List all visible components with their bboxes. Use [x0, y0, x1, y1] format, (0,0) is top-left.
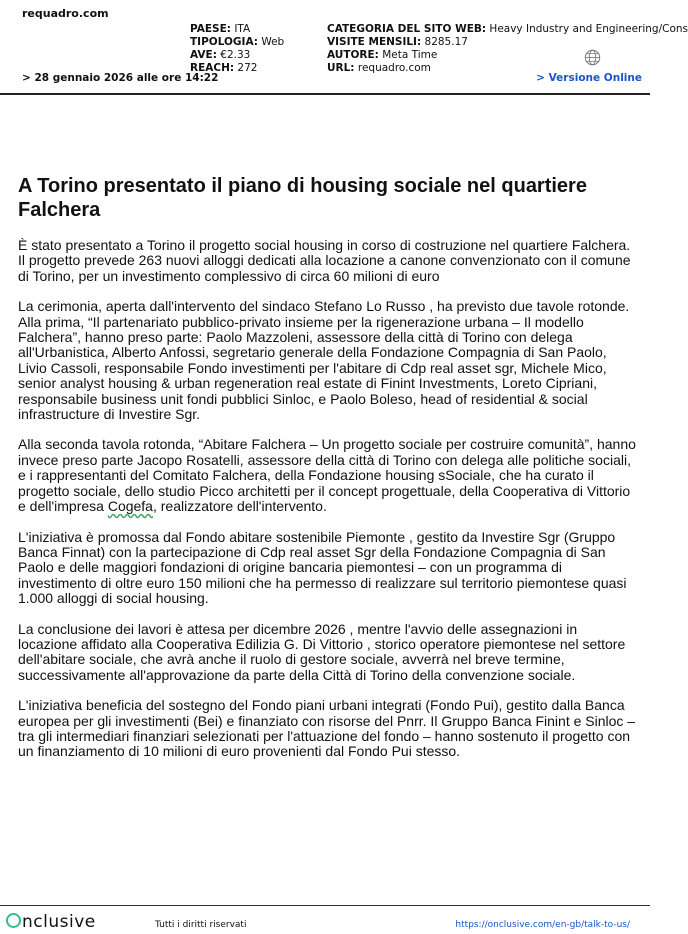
footer-divider [0, 905, 650, 906]
meta-visite: VISITE MENSILI: 8285.17 [327, 36, 468, 48]
paragraph-2: La cerimonia, aperta dall'intervento del sindaco Stefano Lo Russo , ha previsto due tavole rotonde. Alla prima, “Il partenariato pubblico-privato insieme per la rigenerazione urbana – Il modello Falchera”, hanno preso parte: Paolo Mazzoleni, assessore della città di Torino con delega all'Urbanistica, Alberto Anfossi, segretario generale della Fondazione Compagnia di San Paolo, Livio Cassoli, responsabile Fondo investimenti per l'abitare di Cdp real asset sgr, Michele Mico, senior analyst housing & urban regeneration real estate di Finint Investments, Loreto Cipriani, responsabile business unit fondi pubblici Sinloc, e Paolo Boleso, head of residential & social infrastructure di Investire Sgr. [18, 298, 630, 423]
onclusive-logo: nclusive [6, 912, 96, 932]
spellcheck-word: Cogefa [107, 498, 153, 515]
paragraph-4: L'iniziativa è promossa dal Fondo abitare sostenibile Piemonte , gestito da Investire Sgr (Gruppo Banca Finnat) con la partecipazione di Cdp real asset Sgr della Fondazione Compagnia di San Paolo e delle maggiori fondazioni di origine bancaria piemontesi – con un programma di investimento di oltre euro 150 milioni che ha permesso di realizzare sul territorio piemontese quasi 1.000 alloggi di social housing. [18, 528, 627, 607]
meta-left [190, 23, 284, 75]
meta-autore: AUTORE: Meta Time [327, 49, 438, 61]
meta-url: URL: requadro.com [327, 62, 431, 74]
meta-categoria: CATEGORIA DEL SITO WEB: Heavy Industry and Engineering/Cons [327, 23, 688, 35]
rights-text: Tutti i diritti riservati [155, 920, 247, 930]
meta-right [327, 23, 688, 75]
header-divider [0, 93, 650, 95]
meta-paese: PAESE: ITA [190, 23, 251, 35]
paragraph-6: L'iniziativa beneficia del sostegno del Fondo piani urbani integrati (Fondo Pui), gestito dalla Banca europea per gli investimenti (Bei) e finanziato con risorse del Pnrr. Il Gruppo Banca Finint e Sinloc – tra gli intermediari finanziari selezionati per l'attuazione del fondo – hanno sostenuto il progetto con un finanziamento di 10 milioni di euro provenienti dal Fondo Pui stesso. [18, 697, 636, 760]
logo-ring-icon [6, 913, 21, 928]
meta-ave: AVE: €2.33 [190, 49, 251, 61]
meta-reach: REACH: 272 [190, 62, 258, 74]
site-name: requadro.com [22, 7, 109, 20]
online-version-link[interactable]: > Versione Online [536, 72, 642, 84]
publish-date: > 28 gennaio 2026 alle ore 14:22 [22, 72, 219, 84]
paragraph-5: La conclusione dei lavori è attesa per dicembre 2026 , mentre l'avvio delle assegnazioni in locazione affidato alla Cooperativa Edilizia G. Di Vittorio , storico operatore piemontese nel settore dell'abitare sociale, che avrà anche il ruolo di gestore sociale, avverrà nel breve termine, successivamente all'approvazione da parte della Città di Torino della convenzione sociale. [18, 620, 626, 683]
globe-icon [584, 49, 601, 66]
article-body [18, 238, 638, 775]
article-title: A Torino presentato il piano di housing sociale nel quartiere Falchera [18, 175, 587, 221]
meta-tipologia: TIPOLOGIA: Web [190, 36, 285, 48]
paragraph-3: Alla seconda tavola rotonda, “Abitare Falchera – Un progetto sociale per costruire comunità”, hanno invece preso parte Jacopo Rosatelli, assessore della città di Torino con delega alle politiche sociali, e i rappresentanti del Comitato Falchera, della Fondazione housing sSociale, che ha curato il progetto sociale, dello studio Picco architetti per il concept progettuale, della Cooperativa di Vittorio e dell'impresa Cogefa, realizzatore dell'intervento. [18, 436, 636, 515]
paragraph-1: È stato presentato a Torino il progetto social housing in corso di costruzione nel quartiere Falchera. Il progetto prevede 263 nuovi alloggi dedicati alla locazione a canone convenzionato con il comune di Torino, per un investimento complessivo di circa 60 milioni di euro [18, 237, 631, 284]
report-header [0, 0, 688, 95]
contact-link[interactable]: https://onclusive.com/en-gb/talk-to-us/ [455, 920, 630, 930]
